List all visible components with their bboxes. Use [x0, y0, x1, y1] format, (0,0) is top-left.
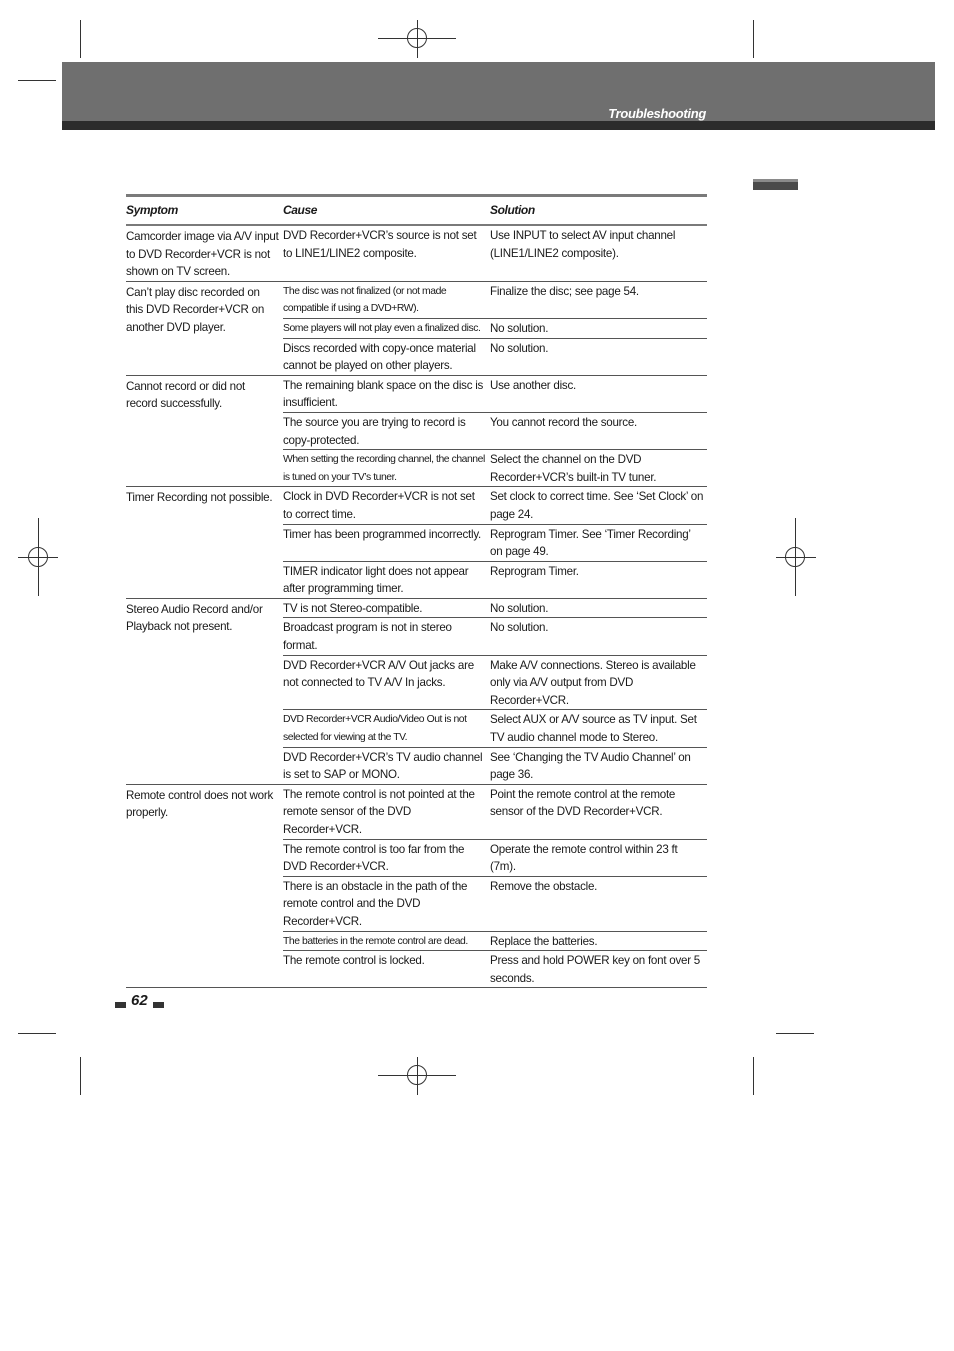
solution-cell: You cannot record the source. — [490, 415, 638, 429]
table-row — [283, 450, 707, 486]
cause-cell: DVD Recorder+VCR A/V Out jacks are not connected to TV A/V In jacks. — [283, 658, 474, 690]
cause-cell: There is an obstacle in the path of the remote control and the DVD Recorder+VCR. — [283, 879, 468, 928]
table-group — [126, 599, 707, 785]
table-group — [126, 785, 707, 988]
table-row — [283, 951, 707, 987]
table-row — [283, 562, 707, 598]
table-row — [283, 487, 707, 524]
symptom-cell: Cannot record or did not record successfully. — [126, 379, 246, 411]
table-row — [283, 748, 707, 784]
table-row — [283, 339, 707, 375]
solution-cell: Use another disc. — [490, 378, 576, 392]
solution-cell: Reprogram Timer. See ‘Timer Recording’ on page 49. — [490, 527, 691, 559]
page-footer — [115, 992, 164, 1009]
solution-cell: Make A/V connections. Stereo is available only via A/V output from DVD Recorder+VCR. — [490, 658, 696, 707]
solution-cell: No solution. — [490, 321, 549, 335]
crop-mark — [80, 20, 81, 58]
cause-cell: The disc was not finalized (or not made compatible if using a DVD+RW). — [283, 285, 447, 315]
cause-cell: The remote control is too far from the DVD Recorder+VCR. — [283, 842, 465, 874]
symptom-cell: Remote control does not work properly. — [126, 788, 274, 820]
table-row — [283, 932, 707, 952]
table-header — [126, 197, 707, 226]
cause-cell: DVD Recorder+VCR’s TV audio channel is set to SAP or MONO. — [283, 750, 483, 782]
solution-cell: Replace the batteries. — [490, 934, 598, 948]
section-title: Troubleshooting — [608, 106, 706, 121]
symptom-cell: Camcorder image via A/V input to DVD Recorder+VCR is not shown on TV screen. — [126, 230, 279, 279]
table-row — [283, 877, 707, 932]
table-row — [283, 282, 707, 319]
solution-cell: No solution. — [490, 621, 549, 635]
symptom-cell: Timer Recording not possible. — [126, 491, 273, 505]
page-number: 62 — [131, 992, 148, 1009]
solution-cell: Operate the remote control within 23 ft (7m). — [490, 842, 678, 874]
registration-mark — [28, 547, 48, 567]
cause-cell: Clock in DVD Recorder+VCR is not set to correct time. — [283, 490, 475, 521]
header-strip — [62, 121, 935, 130]
solution-cell: Reprogram Timer. — [490, 564, 579, 578]
header-band — [62, 62, 935, 121]
column-header-symptom: Symptom — [126, 202, 178, 217]
table-group — [126, 226, 707, 282]
table-row — [283, 525, 707, 562]
solution-cell: Set clock to correct time. See ‘Set Clock’ on page 24. — [490, 490, 704, 521]
cause-cell: The remaining blank space on the disc is insufficient. — [283, 378, 484, 410]
column-header-cause: Cause — [283, 202, 318, 217]
cause-cell: Broadcast program is not in stereo format. — [283, 621, 452, 653]
solution-cell: Press and hold POWER key on font over 5 seconds. — [490, 954, 700, 985]
crop-mark — [80, 1057, 81, 1095]
symptom-cell: Stereo Audio Record and/or Playback not present. — [126, 602, 263, 634]
crop-mark — [753, 1057, 754, 1095]
table-row — [283, 785, 707, 840]
table-row — [283, 656, 707, 711]
solution-cell: Finalize the disc; see page 54. — [490, 284, 639, 298]
table-group — [126, 282, 707, 376]
table-row — [283, 599, 707, 619]
page-number-marker — [153, 1002, 164, 1008]
solution-cell: Point the remote control at the remote sensor of the DVD Recorder+VCR. — [490, 787, 676, 819]
solution-cell: See ‘Changing the TV Audio Channel’ on page 36. — [490, 750, 691, 782]
cause-cell: The remote control is not pointed at the remote sensor of the DVD Recorder+VCR. — [283, 787, 475, 836]
cause-cell: DVD Recorder+VCR’s source is not set to LINE1/LINE2 composite. — [283, 229, 477, 260]
cause-cell: When setting the recording channel, the channel is tuned on your TV’s tuner. — [283, 454, 485, 483]
table-row — [283, 710, 707, 747]
registration-mark — [407, 28, 427, 48]
cause-cell: The source you are trying to record is copy-protected. — [283, 415, 466, 447]
column-header-solution: Solution — [490, 202, 535, 217]
cause-cell: The batteries in the remote control are dead. — [283, 935, 468, 947]
cause-cell: TIMER indicator light does not appear after programming timer. — [283, 564, 469, 596]
registration-mark — [785, 547, 805, 567]
cause-cell: DVD Recorder+VCR Audio/Video Out is not selected for viewing at the TV. — [283, 714, 467, 744]
cause-cell: Timer has been programmed incorrectly. — [283, 527, 481, 541]
page-number-marker — [115, 1002, 126, 1008]
solution-cell: Use INPUT to select AV input channel (LINE1/LINE2 composite). — [490, 229, 676, 260]
table-group — [126, 376, 707, 488]
cause-cell: TV is not Stereo-compatible. — [283, 601, 423, 615]
symptom-cell: Can’t play disc recorded on this DVD Recorder+VCR on another DVD player. — [126, 285, 265, 334]
side-tab — [753, 179, 798, 190]
crop-mark — [776, 1033, 814, 1034]
solution-cell: Select AUX or A/V source as TV input. Set TV audio channel mode to Stereo. — [490, 713, 697, 745]
cause-cell: Some players will not play even a finalized disc. — [283, 322, 481, 334]
solution-cell: Select the channel on the DVD Recorder+VCR’s built-in TV tuner. — [490, 453, 657, 484]
crop-mark — [753, 20, 754, 58]
table-row — [283, 413, 707, 450]
table-row — [283, 376, 707, 413]
cause-cell: The remote control is locked. — [283, 954, 425, 968]
table-group — [126, 487, 707, 599]
registration-mark — [407, 1065, 427, 1085]
crop-mark — [18, 1033, 56, 1034]
crop-mark — [18, 80, 56, 81]
cause-cell: Discs recorded with copy-once material cannot be played on other players. — [283, 341, 476, 373]
solution-cell: No solution. — [490, 601, 549, 615]
table-row — [283, 618, 707, 655]
table-row — [283, 226, 707, 262]
table-row — [283, 319, 707, 339]
troubleshooting-table — [126, 194, 707, 988]
solution-cell: No solution. — [490, 341, 549, 355]
table-row — [283, 840, 707, 877]
solution-cell: Remove the obstacle. — [490, 879, 598, 893]
